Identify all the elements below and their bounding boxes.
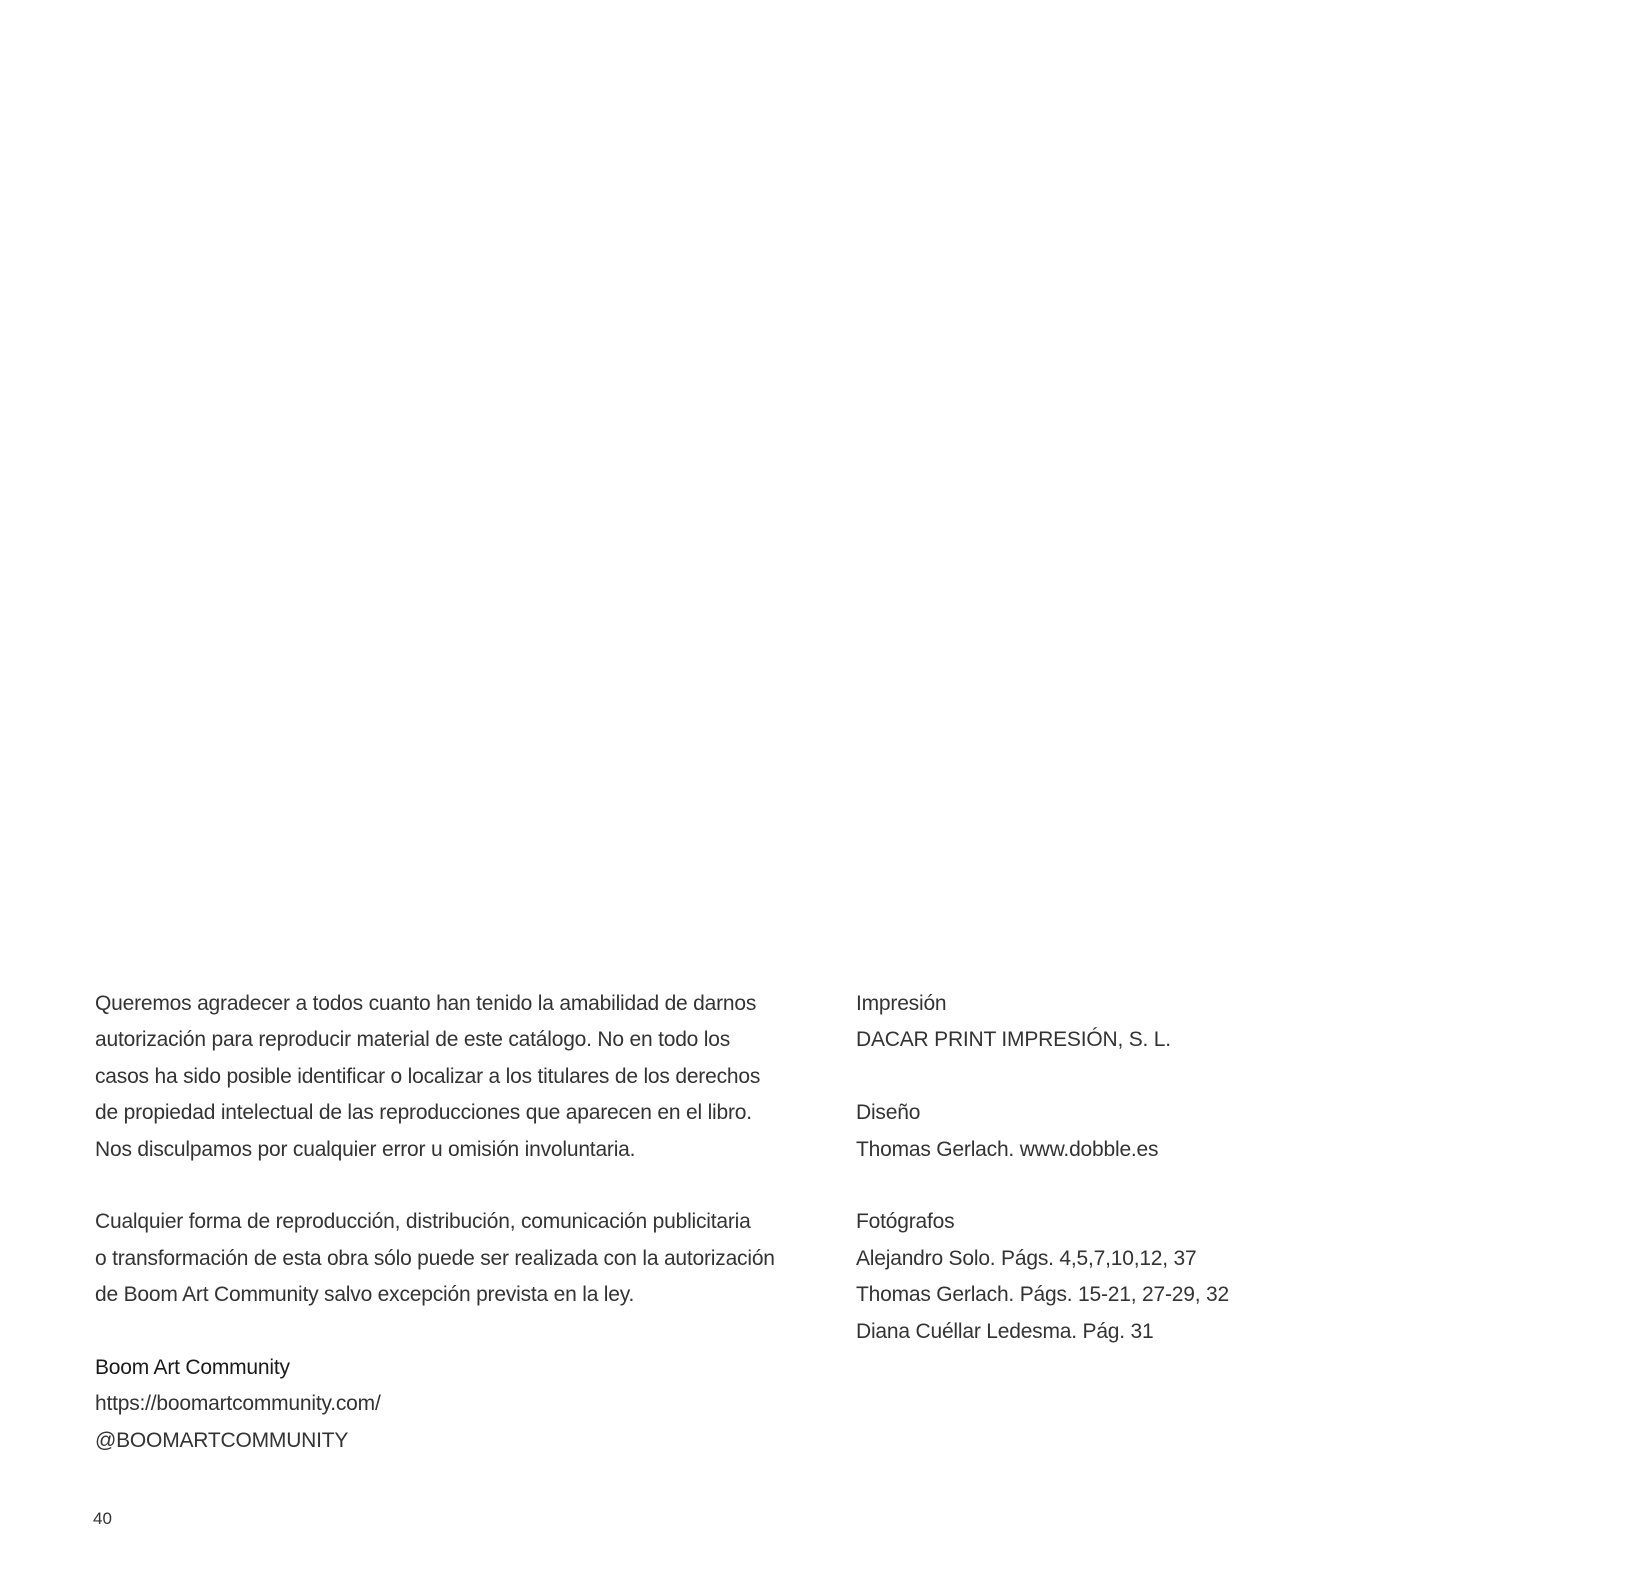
printing-credit [856, 986, 1556, 1059]
website-url[interactable]: https://boomartcommunity.com/ [95, 1392, 381, 1416]
photographers-heading: Fotógrafos [856, 1210, 955, 1234]
design-heading: Diseño [856, 1101, 921, 1125]
contact-block [95, 1350, 795, 1459]
printing-value: DACAR PRINT IMPRESIÓN, S. L. [856, 1028, 1171, 1052]
text-line: autorización para reproducir material de este catálogo. No en todo los [95, 1028, 731, 1052]
design-value: Thomas Gerlach. www.dobble.es [856, 1137, 1159, 1161]
photographer-item: Thomas Gerlach. Págs. 15-21, 27-29, 32 [856, 1283, 1229, 1307]
acknowledgement-paragraph [95, 986, 795, 1168]
text-line: Cualquier forma de reproducción, distribución, comunicación publicitaria [95, 1210, 751, 1234]
text-line: Queremos agradecer a todos cuanto han tenido la amabilidad de darnos [95, 992, 757, 1015]
organization-name: Boom Art Community [95, 1356, 290, 1380]
design-credit [856, 1095, 1556, 1168]
paragraph-spacer [95, 1314, 795, 1350]
text-line: casos ha sido posible identificar o localizar a los titulares de los derechos [95, 1064, 761, 1088]
social-handle: @BOOMARTCOMMUNITY [95, 1428, 349, 1452]
text-line: de propiedad intelectual de las reproducciones que aparecen en el libro. [95, 1101, 752, 1125]
photographer-item: Diana Cuéllar Ledesma. Pág. 31 [856, 1319, 1154, 1343]
paragraph-spacer [95, 1168, 795, 1204]
text-line: Nos disculpamos por cualquier error u omisión involuntaria. [95, 1137, 636, 1161]
credits-column [856, 986, 1556, 1350]
text-line: de Boom Art Community salvo excepción prevista en la ley. [95, 1283, 635, 1307]
section-spacer [856, 1059, 1556, 1095]
page-number: 40 [93, 1509, 112, 1528]
copyright-paragraph [95, 1204, 795, 1313]
photographers-credit [856, 1204, 1556, 1350]
text-line: o transformación de esta obra sólo puede ser realizada con la autorización [95, 1246, 775, 1270]
printing-heading: Impresión [856, 992, 947, 1015]
acknowledgements-column [95, 986, 795, 1459]
section-spacer [856, 1168, 1556, 1204]
photographer-item: Alejandro Solo. Págs. 4,5,7,10,12, 37 [856, 1246, 1197, 1270]
